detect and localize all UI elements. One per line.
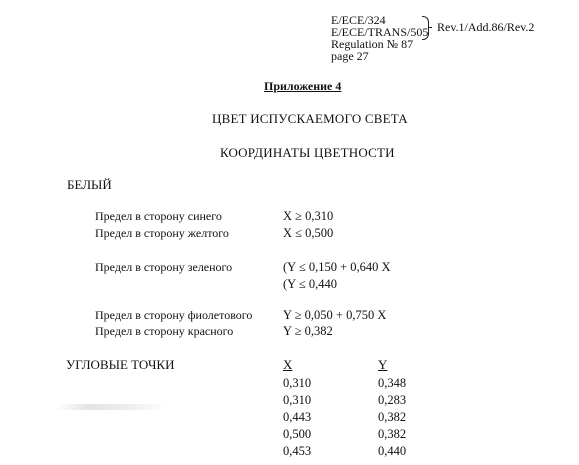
page-title: ЦВЕТ ИСПУСКАЕМОГО СВЕТА xyxy=(212,111,408,126)
corner-x-value: 0,500 xyxy=(283,427,312,441)
limit-value: (Y ≤ 0,440 xyxy=(283,277,337,291)
corner-points-heading: УГЛОВЫЕ ТОЧКИ xyxy=(66,357,175,372)
regulation-number: Regulation № 87 xyxy=(331,37,414,51)
limit-label: Предел в сторону зеленого xyxy=(95,260,233,274)
limit-label: Предел в сторону синего xyxy=(95,209,222,223)
corner-y-value: 0,348 xyxy=(378,376,407,390)
page-subtitle: КООРДИНАТЫ ЦВЕТНОСТИ xyxy=(220,145,395,160)
limit-value: (Y ≤ 0,150 + 0,640 X xyxy=(283,260,391,274)
scan-smudge xyxy=(56,404,166,410)
corner-y-value: 0,382 xyxy=(378,427,407,441)
revision-label: Rev.1/Add.86/Rev.2 xyxy=(437,20,535,34)
corner-x-value: 0,310 xyxy=(283,376,312,390)
limit-value: X ≥ 0,310 xyxy=(283,209,334,223)
doc-ref-1: E/ECE/324 xyxy=(331,13,386,27)
column-header-x: X xyxy=(283,357,293,372)
corner-x-value: 0,310 xyxy=(283,393,312,407)
limit-value: Y ≥ 0,382 xyxy=(283,324,333,338)
limit-value: Y ≥ 0,050 + 0,750 X xyxy=(283,308,387,322)
limit-label: Предел в сторону фиолетового xyxy=(95,308,253,322)
corner-y-value: 0,382 xyxy=(378,410,407,424)
section-heading: БЕЛЫЙ xyxy=(67,177,112,192)
limit-label: Предел в сторону красного xyxy=(95,324,234,338)
corner-y-value: 0,283 xyxy=(378,393,407,407)
doc-ref-2: E/ECE/TRANS/505 xyxy=(331,25,429,39)
column-header-y: Y xyxy=(378,357,388,372)
limit-label: Предел в сторону желтого xyxy=(95,226,229,240)
limit-value: X ≤ 0,500 xyxy=(283,226,334,240)
corner-x-value: 0,443 xyxy=(283,410,312,424)
page-number: page 27 xyxy=(331,49,369,63)
brace-glyph xyxy=(422,16,429,40)
corner-y-value: 0,440 xyxy=(378,444,407,458)
corner-x-value: 0,453 xyxy=(283,444,312,458)
annex-label: Приложение 4 xyxy=(264,79,342,93)
